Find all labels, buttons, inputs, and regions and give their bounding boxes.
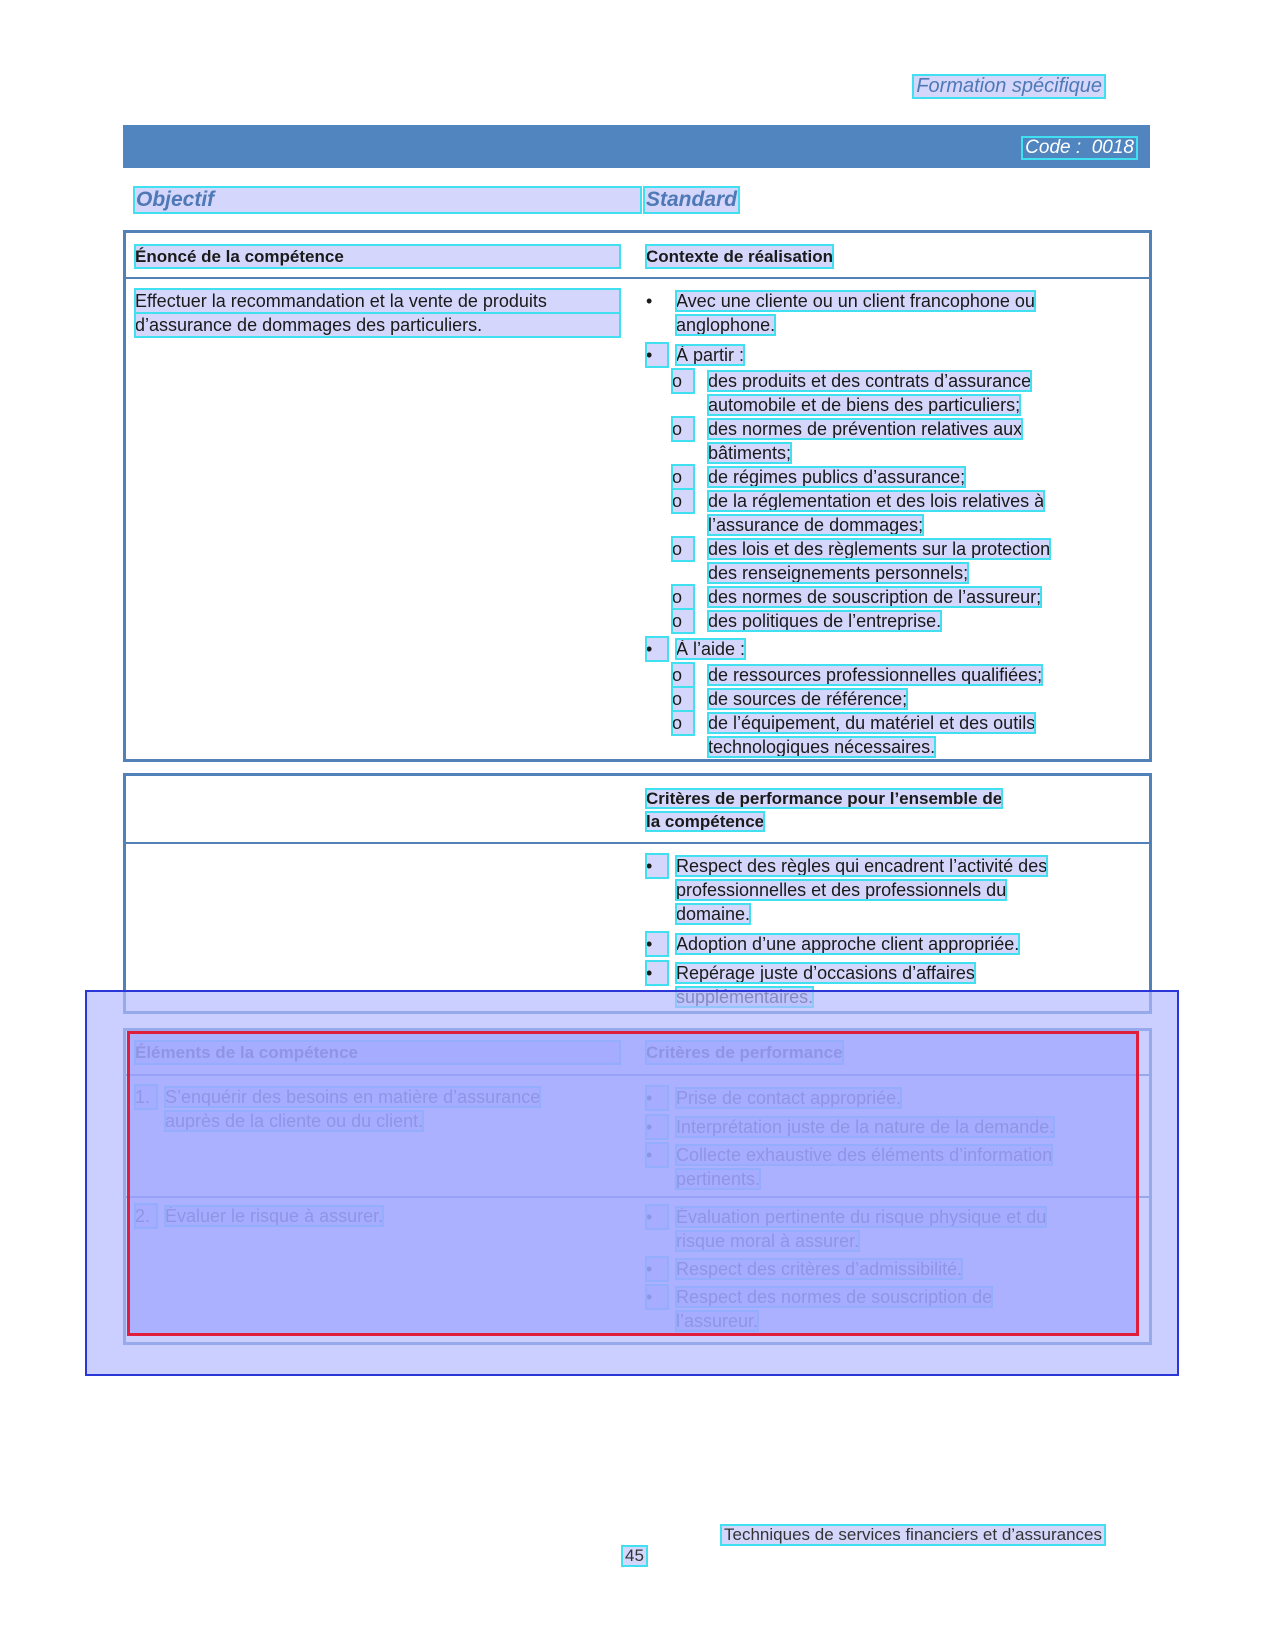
code-label: Code : 0018: [1022, 137, 1137, 159]
competence-line-2: d’assurance de dommages des particuliers.: [135, 313, 620, 337]
heading-standard: Standard: [646, 188, 738, 211]
highlight-frame: [127, 1031, 1139, 1336]
page-number: 45: [622, 1546, 647, 1566]
header-contexte: Contexte de réalisation: [646, 247, 834, 266]
table-header: [126, 233, 1149, 279]
bullet-icon: •: [646, 343, 668, 367]
section-headings: [134, 187, 754, 213]
sub-bullet-icon: o: [672, 417, 694, 441]
table-competence-context: Énoncé de la compétence Contexte de réalisation Effectuer la recommandation et la vente de produits d’assurance de dommages des particuliers. • Avec une cliente ou un client francophone ou anglophone. • À partir : o des produits et des contrats d’assurance automobile et de biens des particuliers; o des normes de prévention relatives aux bâtiments; o de régimes publics d’assurance; o de la réglementation et des lois relatives à l’assurance de dommages; o des lois et des règlements sur la protection des renseignements personnels; o des normes de souscription de l’assureur; o des politiques de l’entreprise. • À l’aide : o de ressources professionnelles qualifiées; o de sources de référence; o de l’équipement, du matériel et des outils technologiques nécessaires.: [123, 230, 1152, 762]
bullet-icon: •: [646, 932, 668, 956]
sub-bullet-icon: o: [672, 609, 694, 633]
footer-title: Techniques de services financiers et d’assurances: [721, 1525, 1105, 1545]
sub-bullet-icon: o: [672, 711, 694, 735]
competence-line-1: Effectuer la recommandation et la vente de produits: [135, 289, 620, 313]
header-criteres-ensemble: Critères de performance pour l’ensemble de la compétence: [646, 789, 1003, 831]
sub-bullet-icon: o: [672, 537, 694, 561]
sub-bullet-icon: o: [672, 585, 694, 609]
header-enonce: Énoncé de la compétence: [135, 245, 620, 268]
bullet-icon: •: [646, 637, 668, 661]
code-bar: [123, 125, 1150, 168]
sub-bullet-icon: o: [672, 687, 694, 711]
bullet-icon: •: [646, 291, 653, 311]
sub-bullet-icon: o: [672, 465, 694, 489]
bullet-icon: •: [646, 854, 668, 878]
sub-bullet-icon: o: [672, 663, 694, 687]
sub-bullet-icon: o: [672, 489, 694, 513]
sub-bullet-icon: o: [672, 369, 694, 393]
code-value: 0018: [1091, 137, 1134, 158]
table-header: [126, 776, 1149, 844]
table-criteres-ensemble: Critères de performance pour l’ensemble de la compétence • Respect des règles qui encadrent l’activité des professionnelles et des professionnels du domaine. • Adoption d’une approche client appropriée. • Repérage juste d’occasions d’affaires: [123, 773, 1152, 1014]
running-header: Formation spécifique: [913, 75, 1105, 98]
heading-objectif: Objectif: [134, 187, 641, 213]
bullet-icon: •: [646, 961, 668, 985]
